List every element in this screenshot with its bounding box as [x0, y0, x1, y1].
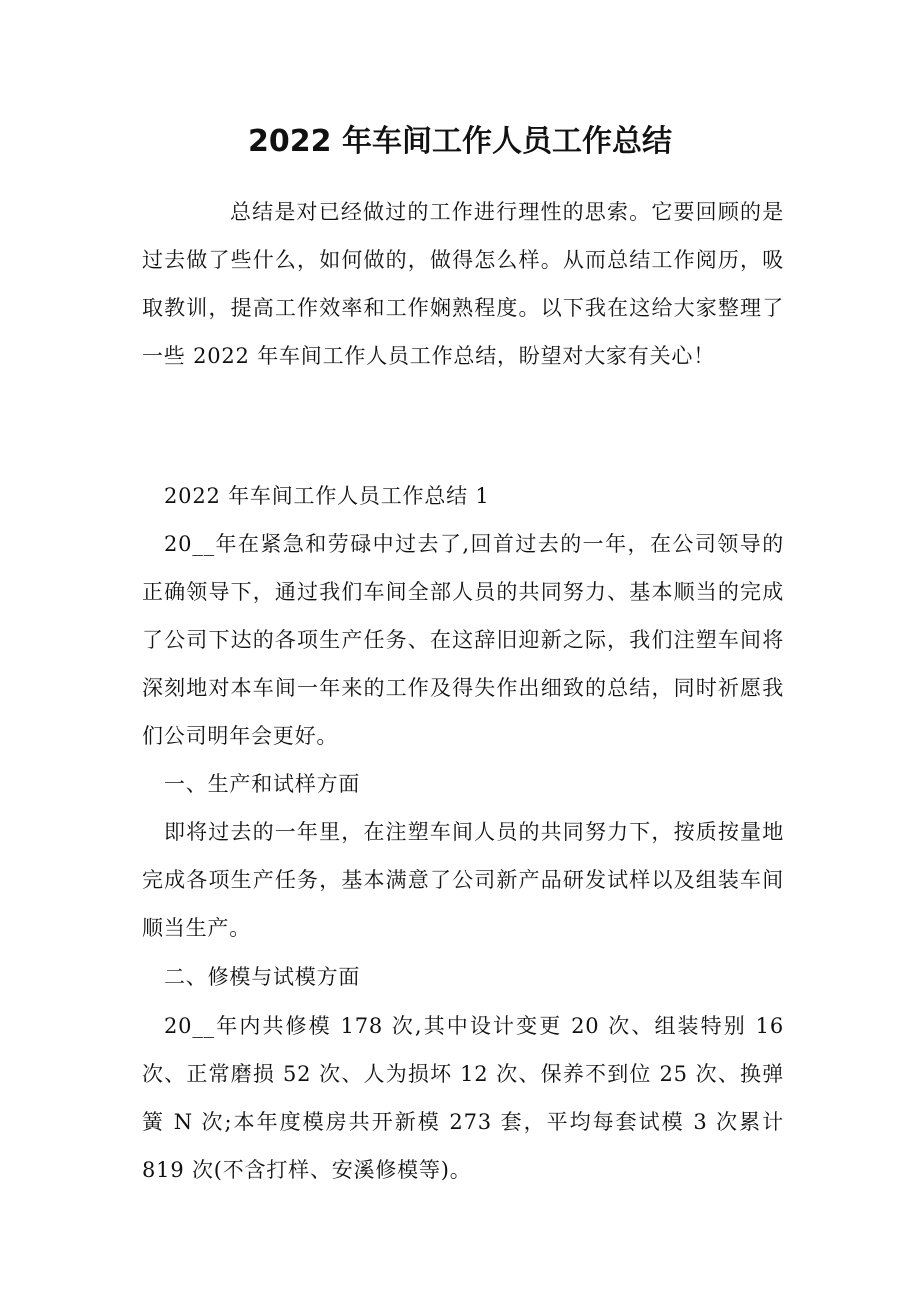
paragraph-3: 20__年内共修模 178 次,其中设计变更 20 次、组装特别 16 次、正常磨损 52 次、人为损坏 12 次、保养不到位 25 次、换弹簧 N 次;本年度模房共开新模 273 套，平均每套试模 3 次累计 819 次(不含打样、安溪修模等)。 — [142, 1014, 784, 1182]
intro-paragraph: 总结是对已经做过的工作进行理性的思索。它要回顾的是过去做了些什么，如何做的，做得怎么样。从而总结工作阅历，吸取教训，提高工作效率和工作娴熟程度。以下我在这给大家整理了一些 2022 年车间工作人员工作总结，盼望对大家有关心！ — [142, 200, 784, 368]
paragraph-2: 即将过去的一年里，在注塑车间人员的共同努力下，按质按量地完成各项生产任务，基本满意了公司新产品研发试样以及组装车间顺当生产。 — [142, 820, 784, 940]
section-title: 2022 年车间工作人员工作总结 1 — [164, 484, 490, 508]
heading-production: 一、生产和试样方面 — [164, 772, 361, 796]
heading-mold: 二、修模与试模方面 — [164, 965, 361, 989]
paragraph-1: 20__年在紧急和劳碌中过去了,回首过去的一年，在公司领导的正确领导下，通过我们车间全部人员的共同努力、基本顺当的完成了公司下达的各项生产任务、在这辞旧迎新之际，我们注塑车间将深刻地对本车间一年来的工作及得失作出细致的总结，同时祈愿我们公司明年会更好。 — [142, 532, 784, 748]
document-title: 2022 年车间工作人员工作总结 — [248, 124, 672, 159]
